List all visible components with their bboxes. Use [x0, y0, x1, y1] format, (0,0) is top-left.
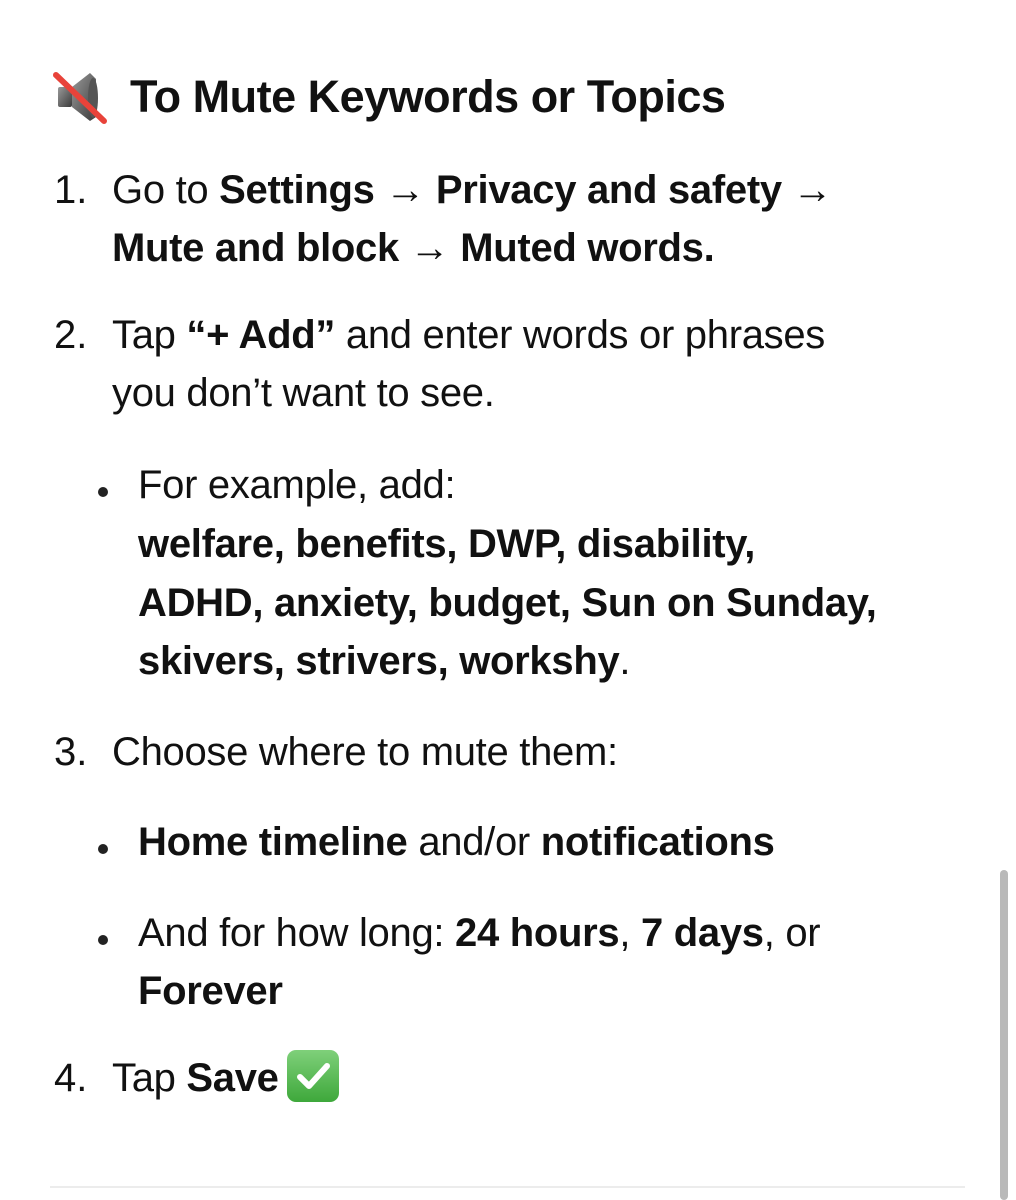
keyword-list: skivers, strivers, workshy: [138, 639, 620, 683]
step-number: 1.: [54, 168, 88, 212]
step-3-line-1: [112, 723, 618, 781]
settings-path-mute-block: Mute and block: [112, 226, 399, 270]
step-1-line-1: [112, 161, 832, 219]
step-1-line-2: [112, 219, 714, 277]
step-number: 3.: [54, 730, 88, 774]
text-run: For example, add:: [138, 463, 456, 507]
text-run: and/or: [407, 820, 541, 864]
step-2-line-2: [112, 364, 495, 422]
arrow: →: [398, 226, 461, 270]
example-line-4: [138, 632, 630, 690]
step-2-line-1: [112, 306, 825, 364]
arrow: →: [374, 168, 436, 212]
keyword-list: welfare, benefits, DWP, disability,: [138, 522, 756, 566]
example-line-2: [138, 515, 755, 573]
muted-speaker-icon: [50, 67, 110, 127]
section-heading: [50, 64, 725, 130]
settings-path-muted-words: Muted words.: [460, 226, 715, 270]
text-run: Go to: [112, 168, 220, 212]
bullet-dot: [98, 844, 108, 854]
text-run: , or: [763, 911, 821, 955]
text-run: Tap: [112, 1056, 187, 1100]
keyword-list: ADHD, anxiety, budget, Sun on Sunday,: [138, 581, 877, 625]
text-run: Tap: [112, 313, 187, 357]
mute-location-line: [138, 813, 775, 871]
text-run: And for how long:: [138, 911, 456, 955]
divider: [50, 1186, 965, 1188]
step-number: 2.: [54, 313, 88, 357]
step-4-line-1: [112, 1049, 339, 1107]
duration-line-1: [138, 904, 820, 962]
example-line-3: [138, 574, 877, 632]
save-label: Save: [186, 1056, 279, 1100]
step-number: 4.: [54, 1056, 88, 1100]
settings-path-settings: Settings: [219, 168, 375, 212]
settings-path-privacy: Privacy and safety: [435, 168, 782, 212]
home-timeline-label: Home timeline: [138, 820, 408, 864]
duration-forever: Forever: [138, 969, 283, 1013]
duration-line-2: [138, 962, 283, 1020]
duration-7-days: 7 days: [641, 911, 764, 955]
arrow: →: [781, 168, 833, 212]
notifications-label: notifications: [540, 820, 775, 864]
text-run: you don’t want to see.: [112, 371, 495, 415]
duration-24-hours: 24 hours: [455, 911, 620, 955]
text-run: .: [619, 639, 631, 683]
text-run: ,: [619, 911, 641, 955]
bullet-dot: [98, 487, 108, 497]
scrollbar[interactable]: [1000, 870, 1008, 1200]
page-title: To Mute Keywords or Topics: [130, 71, 726, 122]
text-run: Choose where to mute them:: [112, 730, 618, 774]
text-run: and enter words or phrases: [335, 313, 826, 357]
example-line-1: [138, 456, 455, 514]
bullet-dot: [98, 935, 108, 945]
check-mark-button-icon: [287, 1050, 339, 1102]
add-label: “+ Add”: [186, 313, 336, 357]
